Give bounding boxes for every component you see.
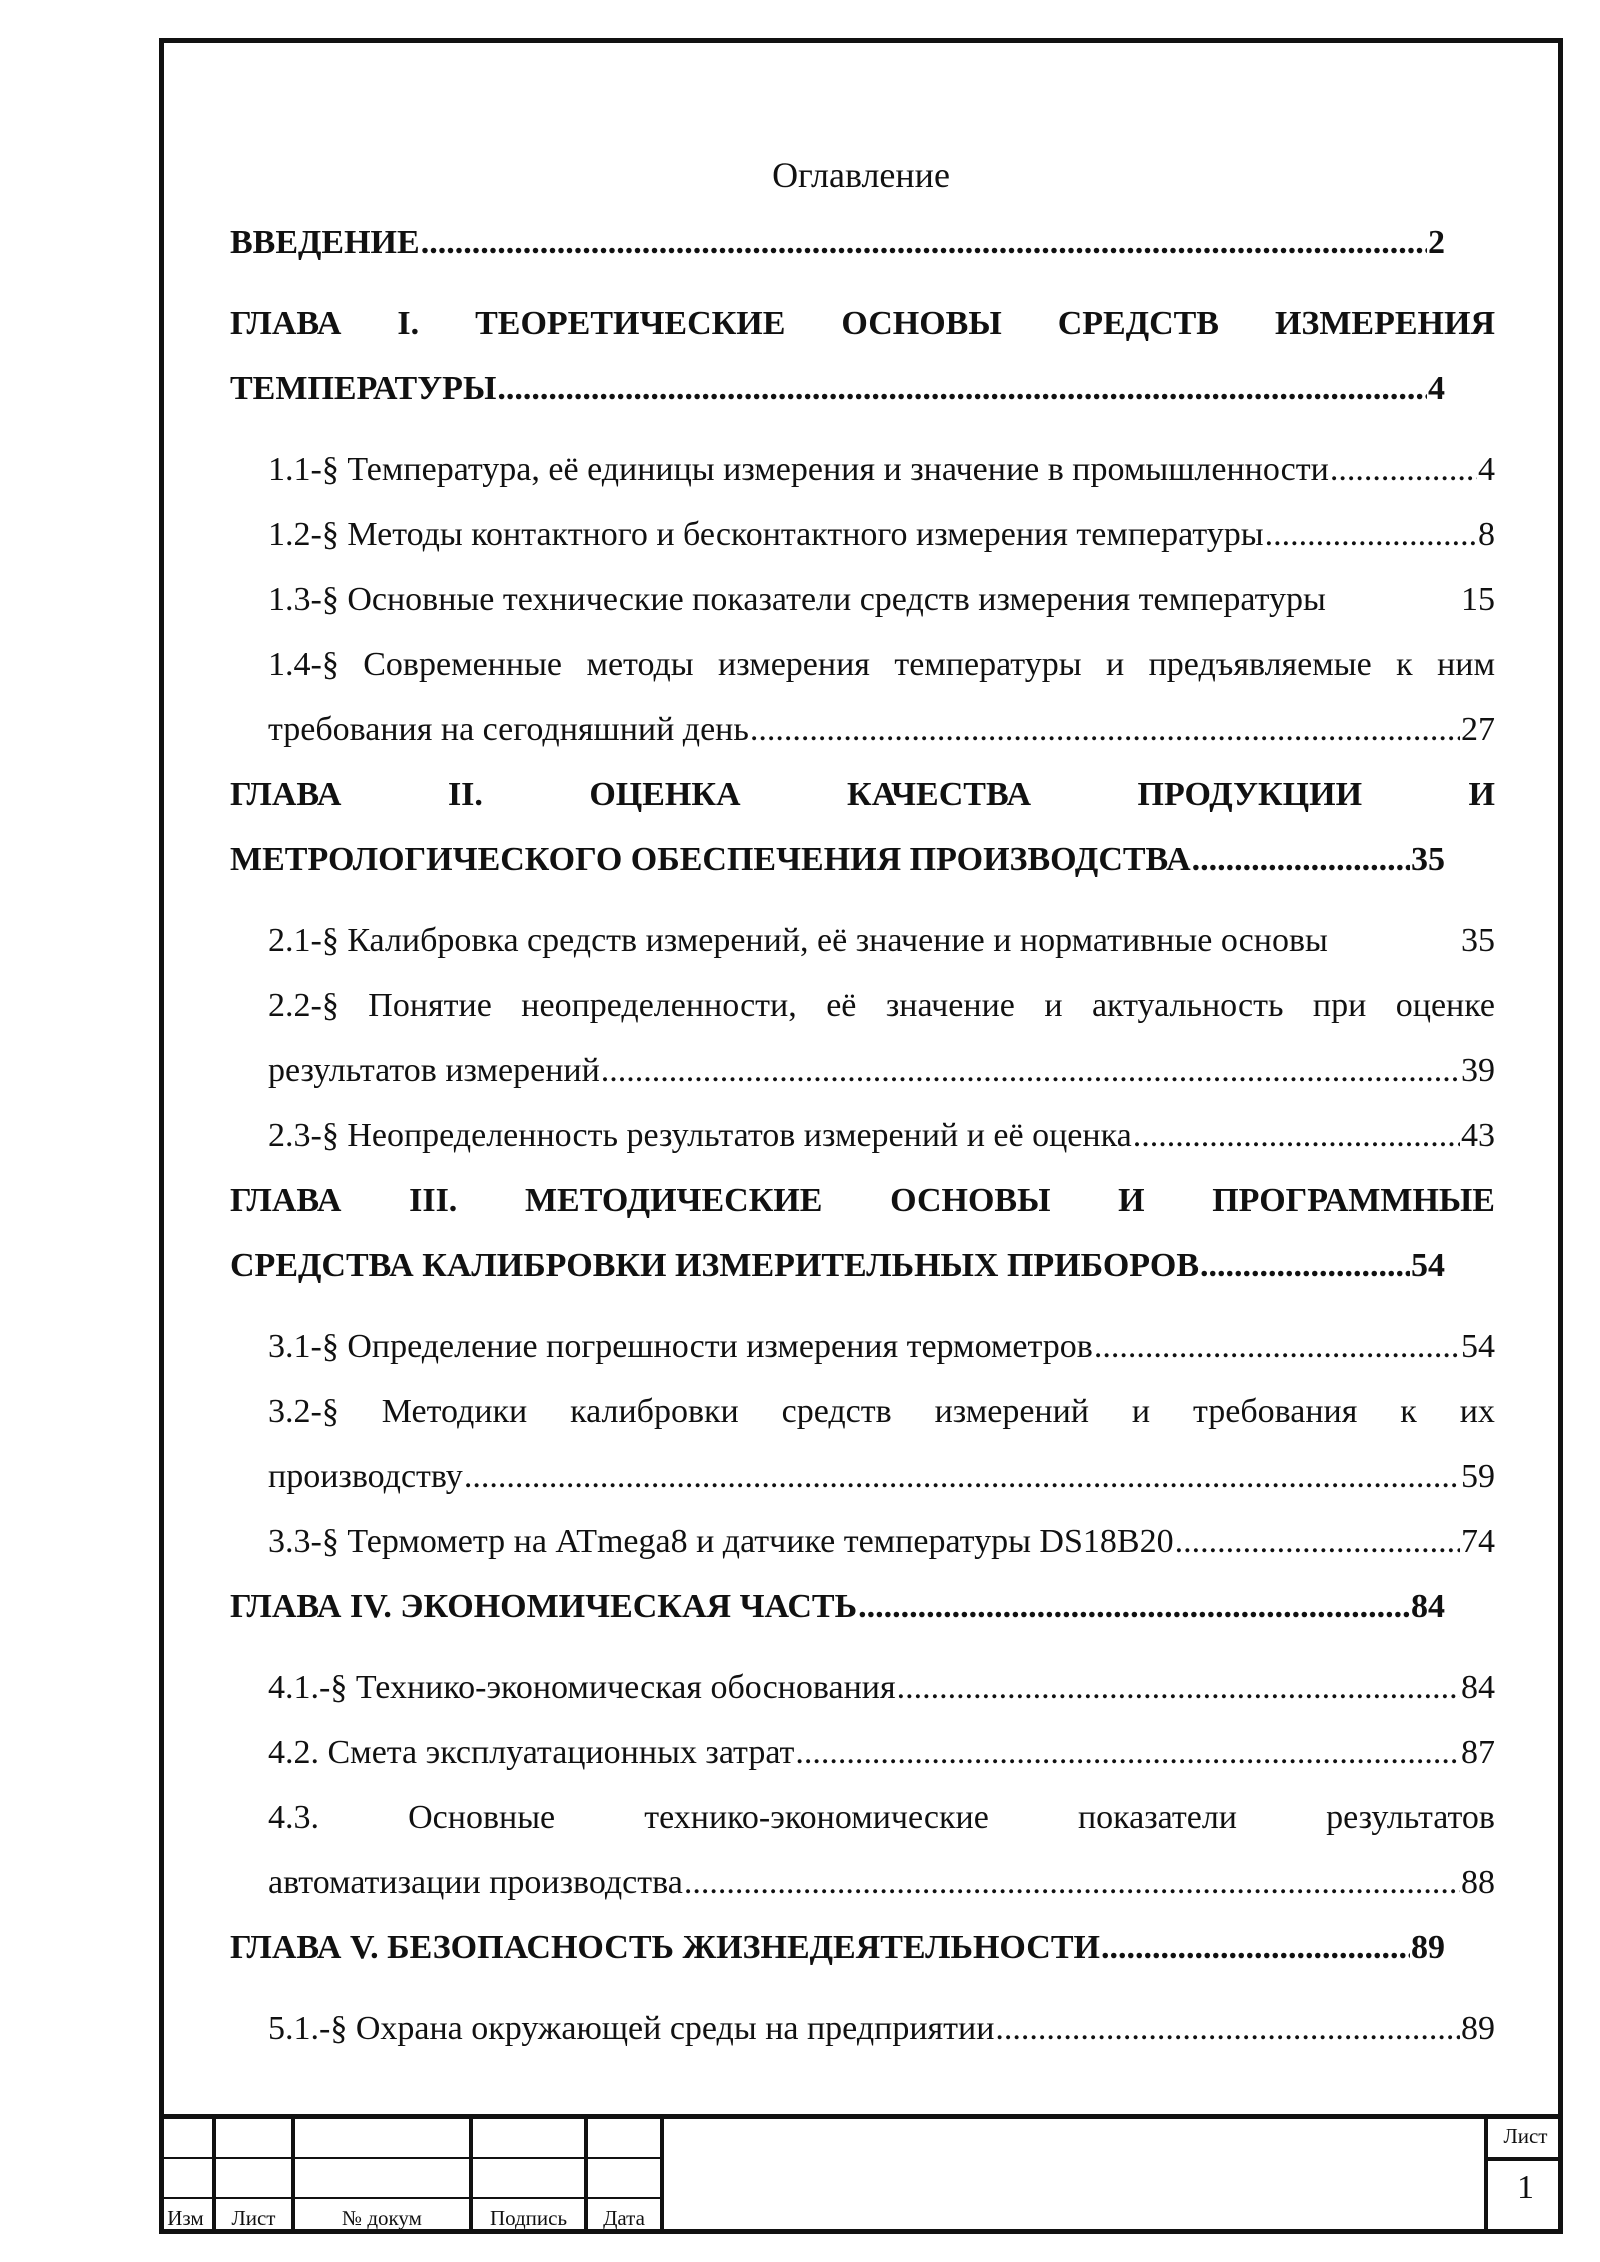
toc-word: и	[1044, 987, 1063, 1024]
toc-entry-introduction[interactable]	[230, 210, 1445, 275]
toc-chapter	[230, 762, 1495, 892]
toc-entry-title: 3.3-§ Термометр на ATmega8 и датчике температуры DS18B20	[268, 1523, 1174, 1560]
toc-word: измерения	[718, 646, 870, 683]
toc-word: Понятие	[368, 987, 492, 1024]
dot-leader	[601, 1038, 1460, 1103]
toc-word: ПРОДУКЦИИ	[1137, 776, 1363, 813]
toc-page-number: 4	[1478, 451, 1495, 488]
toc-page-number: 88	[1461, 1864, 1495, 1901]
toc-chapter	[230, 291, 1495, 421]
toc-word: к	[1396, 646, 1413, 683]
toc-chapter-line[interactable]	[230, 291, 1495, 356]
toc-word: и	[1105, 646, 1125, 683]
toc-chapter-entry[interactable]	[230, 827, 1445, 892]
dot-leader	[1265, 502, 1477, 567]
toc-word: ОЦЕНКА	[589, 776, 741, 813]
toc-word: ГЛАВА	[230, 776, 342, 813]
toc-section-entry[interactable]	[268, 1444, 1495, 1509]
dot-leader	[858, 1574, 1410, 1639]
toc-entry-title: 3.1-§ Определение погрешности измерения термометров	[268, 1328, 1093, 1365]
toc-section-entry[interactable]	[268, 1038, 1495, 1103]
toc-section	[230, 502, 1495, 567]
dot-leader	[497, 356, 1427, 421]
toc-word: Основные	[408, 1799, 556, 1836]
toc-chapter	[230, 1574, 1495, 1639]
toc-page-number: 89	[1411, 1929, 1445, 1966]
toc-section	[230, 1103, 1495, 1168]
stamp-col-izm: Изм	[167, 2206, 204, 2230]
toc-entry-title: ГЛАВА IV. ЭКОНОМИЧЕСКАЯ ЧАСТЬ	[230, 1588, 858, 1625]
toc-word: их	[1459, 1393, 1495, 1430]
toc-page-number: 54	[1411, 1247, 1445, 1284]
toc-section-entry[interactable]	[268, 567, 1495, 632]
toc-page-number: 35	[1461, 922, 1495, 959]
toc-chapter-entry[interactable]	[230, 356, 1445, 421]
toc-section	[230, 1379, 1495, 1509]
toc-word: ИЗМЕРЕНИЯ	[1274, 305, 1495, 342]
toc-section-entry[interactable]	[268, 502, 1495, 567]
dot-leader	[1175, 1509, 1460, 1574]
dot-leader	[1101, 1915, 1410, 1980]
toc-word: И	[1468, 776, 1495, 813]
toc-entry-title: 1.2-§ Методы контактного и бесконтактного измерения температуры	[268, 516, 1264, 553]
toc-page-number: 59	[1461, 1458, 1495, 1495]
toc-word: Современные	[363, 646, 563, 683]
toc-word: II.	[447, 776, 483, 813]
toc-section-line[interactable]	[268, 973, 1495, 1038]
toc-page-number: 89	[1461, 2010, 1495, 2047]
table-of-contents	[230, 210, 1495, 2061]
dot-leader	[795, 1720, 1460, 1785]
toc-section	[230, 437, 1495, 502]
dot-leader	[464, 1444, 1460, 1509]
sheet-label: Лист	[1503, 2124, 1548, 2148]
toc-word: оценке	[1395, 987, 1495, 1024]
toc-chapter-line[interactable]	[230, 762, 1495, 827]
toc-section-entry[interactable]	[268, 1850, 1495, 1915]
toc-section	[230, 632, 1495, 762]
toc-section-entry[interactable]	[268, 1655, 1495, 1720]
toc-word: III.	[409, 1182, 458, 1219]
toc-word: ТЕОРЕТИЧЕСКИЕ	[475, 305, 786, 342]
toc-chapter	[230, 1168, 1495, 1298]
toc-word: ОСНОВЫ	[890, 1182, 1051, 1219]
toc-word: калибровки	[570, 1393, 739, 1430]
dot-leader	[1200, 1233, 1410, 1298]
toc-word: МЕТОДИЧЕСКИЕ	[524, 1182, 823, 1219]
toc-section	[230, 1314, 1495, 1379]
toc-section-entry[interactable]	[268, 1509, 1495, 1574]
toc-chapter-entry[interactable]	[230, 1915, 1445, 1980]
dot-leader	[421, 210, 1427, 275]
toc-section	[230, 1655, 1495, 1720]
toc-page-number: 39	[1461, 1052, 1495, 1089]
toc-word: КАЧЕСТВА	[847, 776, 1032, 813]
toc-section-entry[interactable]	[268, 908, 1495, 973]
toc-section-line[interactable]	[268, 1379, 1495, 1444]
dot-leader	[684, 1850, 1460, 1915]
toc-page-number: 2	[1428, 224, 1445, 261]
toc-section-entry[interactable]	[268, 437, 1495, 502]
toc-entry-title: производству	[268, 1458, 463, 1495]
toc-entry-title: 4.2. Смета эксплуатационных затрат	[268, 1734, 795, 1771]
sheet-separator	[1488, 2157, 1563, 2161]
stamp-col-doc-number: № докум	[342, 2206, 422, 2230]
toc-page-number: 84	[1411, 1588, 1445, 1625]
toc-word: ПРОГРАММНЫЕ	[1212, 1182, 1495, 1219]
stamp-column-line	[660, 2119, 664, 2234]
sheet-number: 1	[1517, 2169, 1534, 2206]
toc-word: при	[1312, 987, 1367, 1024]
toc-chapter-entry[interactable]	[230, 1233, 1445, 1298]
toc-word: 2.2-§	[268, 987, 339, 1024]
toc-word: измерений	[934, 1393, 1090, 1430]
stamp-col-list: Лист	[231, 2206, 276, 2230]
toc-section-entry[interactable]	[268, 1103, 1495, 1168]
toc-word: значение	[885, 987, 1015, 1024]
toc-chapter-line[interactable]	[230, 1168, 1495, 1233]
toc-page-number: 74	[1461, 1523, 1495, 1560]
toc-entry-title: 4.1.-§ Технико-экономическая обоснования	[268, 1669, 896, 1706]
toc-section-entry[interactable]	[268, 1996, 1495, 2061]
toc-page-number: 4	[1428, 370, 1445, 407]
toc-section-line[interactable]	[268, 1785, 1495, 1850]
toc-entry-title: ВВЕДЕНИЕ	[230, 224, 420, 261]
toc-entry-title: 5.1.-§ Охрана окружающей среды на предприятии	[268, 2010, 995, 2047]
stamp-col-date: Дата	[603, 2206, 645, 2230]
toc-entry-title: требования на сегодняшний день	[268, 711, 749, 748]
toc-word: 1.4-§	[268, 646, 339, 683]
toc-word: I.	[397, 305, 420, 342]
toc-entry-title: ТЕМПЕРАТУРЫ	[230, 370, 497, 407]
toc-word: ГЛАВА	[230, 305, 342, 342]
toc-entry-title: МЕТРОЛОГИЧЕСКОГО ОБЕСПЕЧЕНИЯ ПРОИЗВОДСТВА	[230, 841, 1191, 878]
toc-section	[230, 1785, 1495, 1915]
toc-entry-title: автоматизации производства	[268, 1864, 683, 1901]
toc-section-entry[interactable]	[268, 1314, 1495, 1379]
toc-entry-title: ГЛАВА V. БЕЗОПАСНОСТЬ ЖИЗНЕДЕЯТЕЛЬНОСТИ	[230, 1929, 1100, 1966]
toc-section	[230, 1509, 1495, 1574]
toc-page-number: 43	[1461, 1117, 1495, 1154]
toc-word: средств	[781, 1393, 892, 1430]
toc-page-number: 8	[1478, 516, 1495, 553]
toc-page-number: 35	[1411, 841, 1445, 878]
title-block-stamp	[159, 2114, 1563, 2234]
toc-word: температуры	[894, 646, 1082, 683]
page-title: Оглавление	[772, 155, 950, 195]
toc-word: требования	[1193, 1393, 1358, 1430]
toc-word: методы	[586, 646, 694, 683]
toc-entry-title: 2.1-§ Калибровка средств измерений, её значение и нормативные основы	[268, 922, 1328, 959]
dot-leader	[995, 1996, 1460, 2061]
toc-entry-title: 2.3-§ Неопределенность результатов измерений и её оценка	[268, 1117, 1132, 1154]
toc-entry-title: 1.1-§ Температура, её единицы измерения и значение в промышленности	[268, 451, 1329, 488]
toc-word: неопределенности,	[521, 987, 797, 1024]
toc-page-number: 15	[1461, 581, 1495, 618]
toc-word: к	[1400, 1393, 1417, 1430]
toc-section	[230, 567, 1495, 632]
stamp-row-line	[159, 2197, 664, 2199]
toc-page-number: 54	[1461, 1328, 1495, 1365]
toc-entry-title: СРЕДСТВА КАЛИБРОВКИ ИЗМЕРИТЕЛЬНЫХ ПРИБОРОВ	[230, 1247, 1199, 1284]
toc-word: технико-экономические	[644, 1799, 989, 1836]
toc-word: её	[826, 987, 857, 1024]
dot-leader	[897, 1655, 1460, 1720]
toc-section-entry[interactable]	[268, 1720, 1495, 1785]
toc-word: 3.2-§	[268, 1393, 339, 1430]
toc-word: актуальность	[1091, 987, 1284, 1024]
toc-word: ОСНОВЫ	[841, 305, 1002, 342]
toc-word: ним	[1437, 646, 1495, 683]
toc-word: Методики	[381, 1393, 528, 1430]
toc-page-number: 84	[1461, 1669, 1495, 1706]
toc-section	[230, 1720, 1495, 1785]
toc-chapter-entry[interactable]	[230, 1574, 1445, 1639]
toc-word: результатов	[1326, 1799, 1495, 1836]
toc-word: И	[1118, 1182, 1145, 1219]
stamp-row-line	[159, 2157, 664, 2159]
toc-word: 4.3.	[268, 1799, 319, 1836]
toc-word: и	[1131, 1393, 1151, 1430]
toc-page-number: 27	[1461, 711, 1495, 748]
toc-word: ГЛАВА	[230, 1182, 342, 1219]
toc-word: СРЕДСТВ	[1057, 305, 1219, 342]
toc-section-line[interactable]	[268, 632, 1495, 697]
toc-section	[230, 1996, 1495, 2061]
stamp-col-signature: Подпись	[489, 2206, 568, 2230]
toc-word: предъявляемые	[1148, 646, 1372, 683]
dot-leader	[1094, 1314, 1460, 1379]
toc-entry-title: 1.3-§ Основные технические показатели средств измерения температуры	[268, 581, 1326, 618]
dot-leader	[1133, 1103, 1460, 1168]
toc-section	[230, 973, 1495, 1103]
dot-leader	[750, 697, 1460, 762]
toc-word: показатели	[1077, 1799, 1237, 1836]
toc-section-entry[interactable]	[268, 697, 1495, 762]
toc-page-number: 87	[1461, 1734, 1495, 1771]
toc-entry-title: результатов измерений	[268, 1052, 600, 1089]
dot-leader	[1192, 827, 1410, 892]
toc-section	[230, 908, 1495, 973]
dot-leader	[1330, 437, 1477, 502]
toc-chapter	[230, 1915, 1495, 1980]
sheet-number-box	[1488, 2119, 1563, 2234]
